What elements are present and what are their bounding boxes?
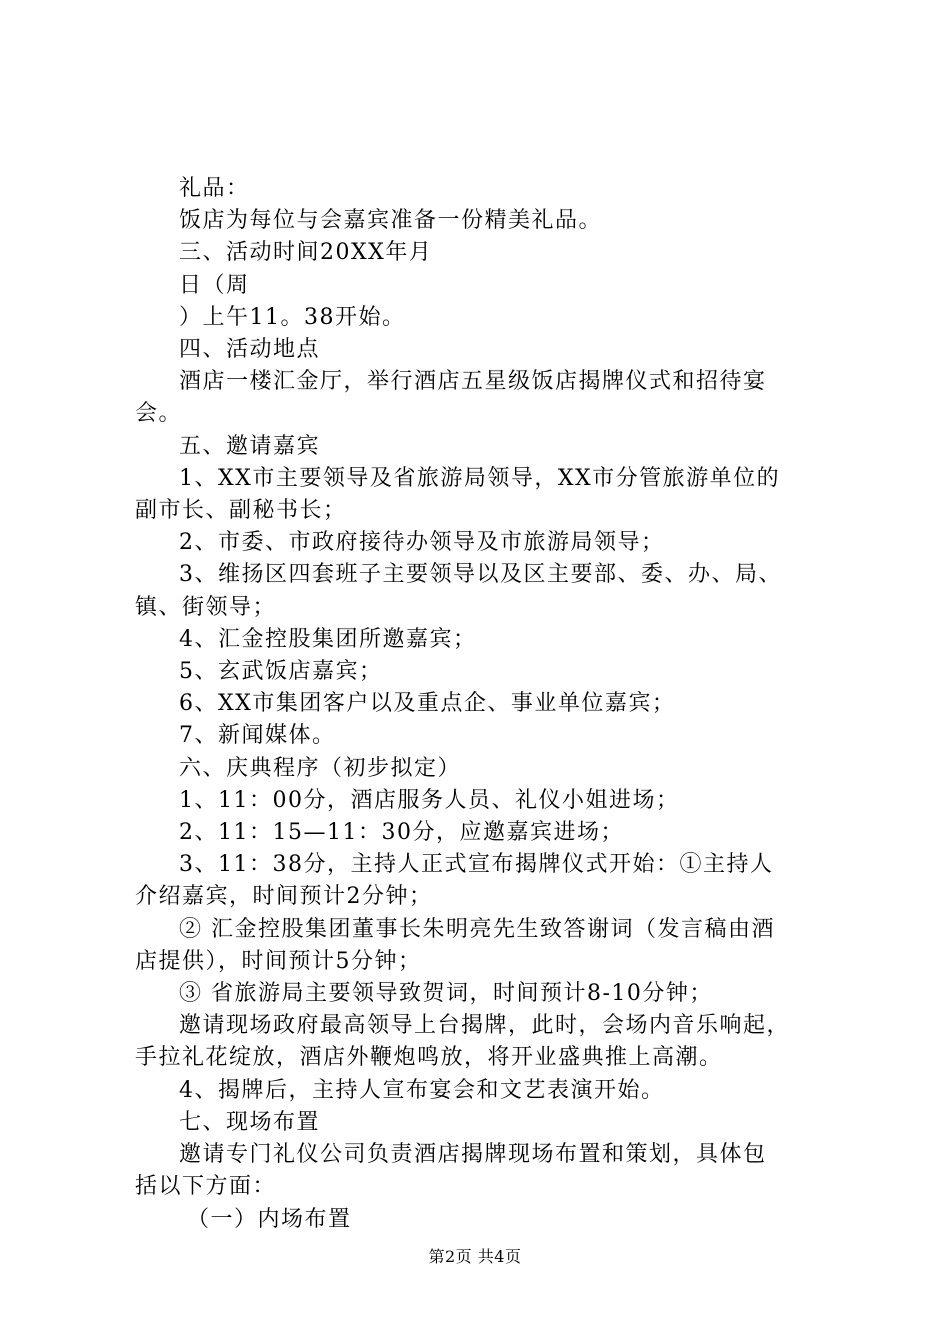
paragraph-line: ② 汇金控股集团董事长朱明亮先生致答谢词（发言稿由酒 xyxy=(179,916,775,942)
paragraph-line: 手拉礼花绽放，酒店外鞭炮鸣放，将开业盛典推上高潮。 xyxy=(135,1045,723,1071)
paragraph-line: （一）内场布置 xyxy=(187,1206,352,1232)
paragraph-line: 会。 xyxy=(135,401,183,427)
page-footer: 第2页 共4页 xyxy=(428,1247,522,1266)
paragraph-line: 2、市委、市政府接待办领导及市旅游局领导； xyxy=(179,530,665,556)
paragraph-line: 副市长、副秘书长； xyxy=(135,498,347,524)
paragraph-line: 括以下方面： xyxy=(135,1174,277,1200)
paragraph-line: 酒店一楼汇金厅，举行酒店五星级饭店揭牌仪式和招待宴 xyxy=(179,369,767,395)
paragraph-line: 3、维扬区四套班子主要领导以及区主要部、委、办、局、 xyxy=(179,562,782,588)
paragraph-line: 五、邀请嘉宾 xyxy=(179,433,321,459)
paragraph-line: 7、新闻媒体。 xyxy=(179,723,336,749)
paragraph-line: 日（周 xyxy=(179,272,250,298)
paragraph-line: 4、汇金控股集团所邀嘉宾； xyxy=(179,626,477,652)
paragraph-line: 饭店为每位与会嘉宾准备一份精美礼品。 xyxy=(179,208,603,234)
paragraph-line: 2、11：15—11：30分，应邀嘉宾进场； xyxy=(179,820,624,846)
document-body xyxy=(135,173,835,1236)
paragraph-line: 店提供），时间预计5分钟； xyxy=(135,948,422,974)
paragraph-line: 镇、街领导； xyxy=(135,594,277,620)
paragraph-line: 六、庆典程序（初步拟定） xyxy=(179,755,462,781)
paragraph-line: 介绍嘉宾，时间预计2分钟； xyxy=(135,884,433,910)
paragraph-line: ③ 省旅游局主要领导致贺词，时间预计8-10分钟； xyxy=(179,981,713,1007)
paragraph-line: 4、揭牌后，主持人宣布宴会和文艺表演开始。 xyxy=(179,1077,665,1103)
paragraph-line: 礼品： xyxy=(179,176,250,201)
paragraph-line: ）上午11。38开始。 xyxy=(179,304,406,330)
paragraph-line: 1、11：00分，酒店服务人员、礼仪小姐进场； xyxy=(179,787,680,813)
paragraph-line: 邀请现场政府最高领导上台揭牌，此时，会场内音乐响起， xyxy=(179,1013,791,1039)
paragraph-line: 七、现场布置 xyxy=(179,1109,321,1135)
paragraph-line: 三、活动时间20XX年月 xyxy=(179,240,433,266)
paragraph-line: 5、玄武饭店嘉宾； xyxy=(179,659,383,685)
paragraph-line: 邀请专门礼仪公司负责酒店揭牌现场布置和策划，具体包 xyxy=(179,1142,767,1168)
paragraph-line: 四、活动地点 xyxy=(179,337,321,363)
paragraph-line: 3、11：38分，主持人正式宣布揭牌仪式开始：①主持人 xyxy=(179,852,774,878)
paragraph-line: 6、XX市集团客户以及重点企、事业单位嘉宾； xyxy=(179,691,676,717)
paragraph-line: 1、XX市主要领导及省旅游局领导，XX市分管旅游单位的 xyxy=(179,465,781,491)
